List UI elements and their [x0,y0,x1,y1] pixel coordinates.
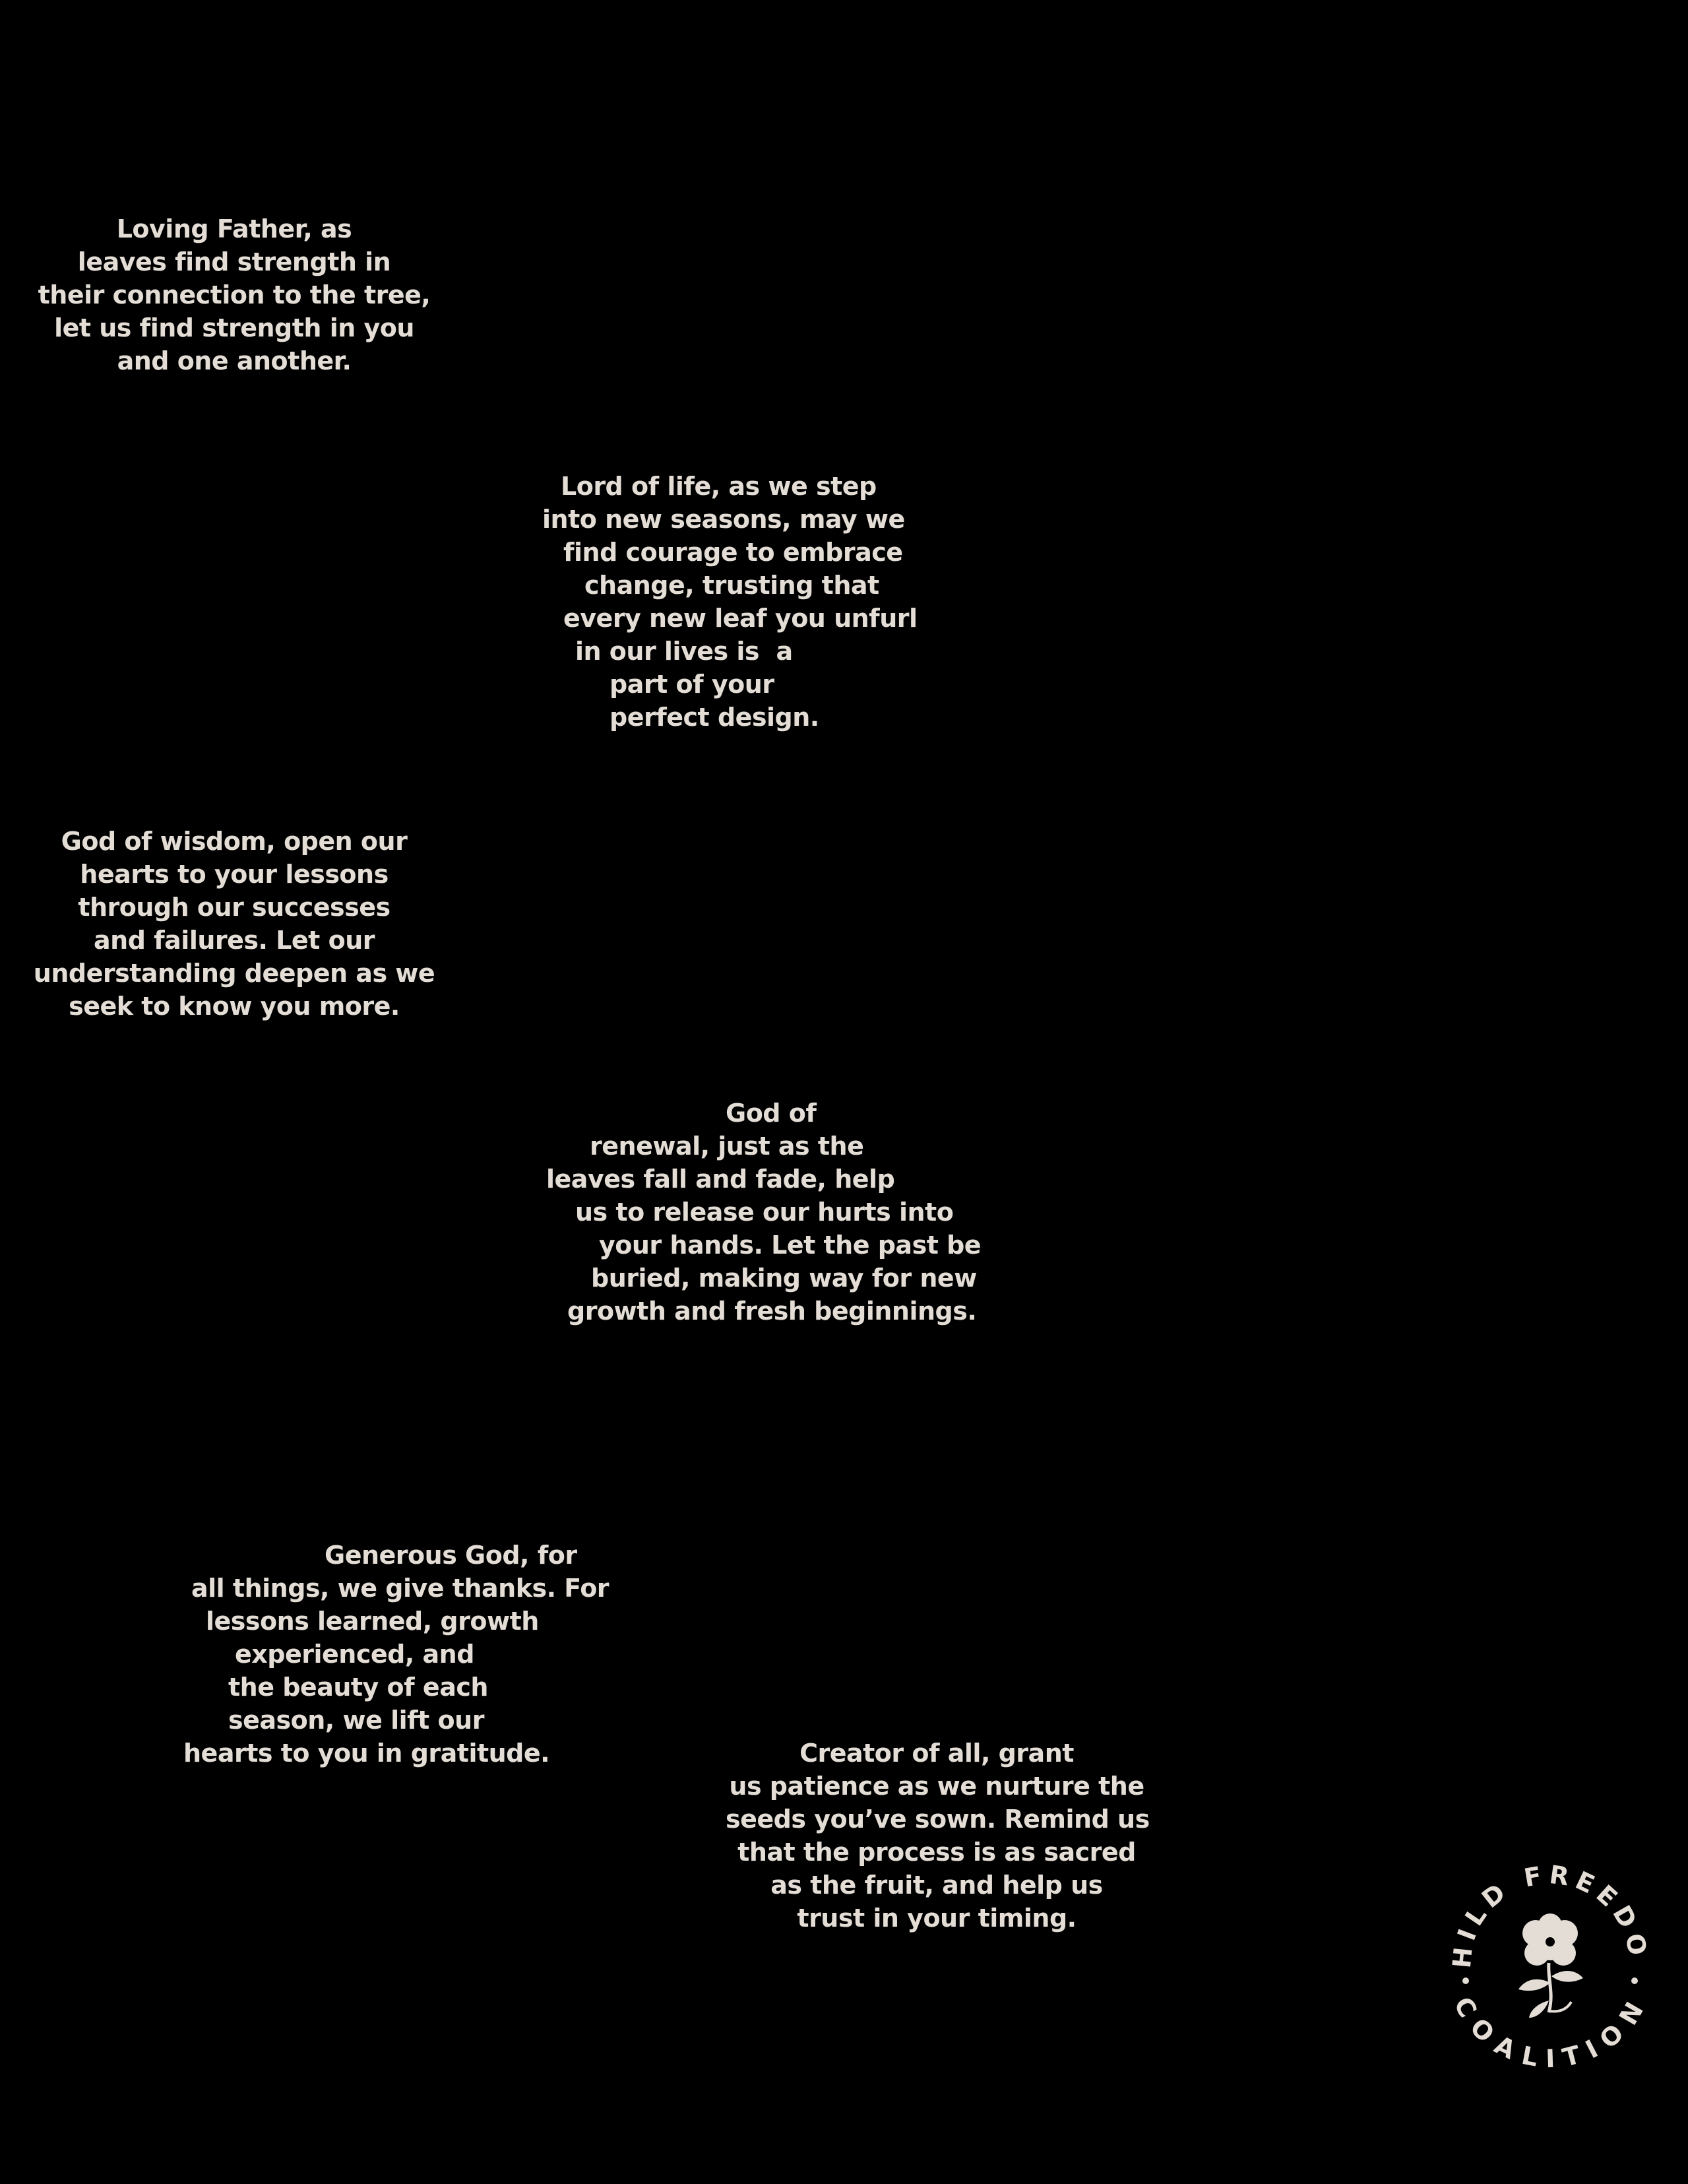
prayer-line: let us find strength in you [54,313,414,342]
prayer-line: God of wisdom, open our [61,827,408,856]
prayer-line: leaves fall and fade, help [546,1165,895,1194]
prayer-line: us patience as we nurture the [729,1772,1144,1801]
prayer-line: all things, we give thanks. For [191,1574,610,1603]
prayer-block-gratitude [178,1539,613,1770]
prayer-block-patience [726,1737,1148,1935]
prayer-line: in our lives is a [575,637,793,666]
prayer-line: buried, making way for new [591,1264,977,1293]
prayer-line: growth and fresh beginnings. [567,1297,977,1326]
prayer-line: Lord of life, as we step [561,472,877,501]
prayer-line: part of your [610,670,774,699]
prayer-line: that the process is as sacred [737,1838,1136,1867]
prayer-line: every new leaf you unfurl [563,604,918,633]
prayer-line: your hands. Let the past be [599,1231,982,1260]
prayer-line: as the fruit, and help us [770,1871,1103,1900]
prayer-line: leaves find strength in [77,247,391,276]
prayer-line: lessons learned, growth [206,1607,539,1636]
prayer-line: Creator of all, grant [799,1739,1074,1768]
logo-top-text: HILD FREEDO [1447,1859,1654,1970]
prayer-line: Generous God, for [325,1541,577,1570]
prayer-block-renewal [536,1097,997,1328]
prayer-line: understanding deepen as we [33,959,435,988]
prayer-line: perfect design. [610,703,819,732]
prayer-line: and failures. Let our [94,926,375,955]
prayer-block-wisdom [26,825,442,1023]
prayer-line: God of [726,1099,817,1128]
child-freedom-coalition-logo [1438,1847,1662,2072]
prayer-line: trust in your timing. [797,1904,1077,1933]
prayer-line: hearts to you in gratitude. [183,1739,550,1768]
prayer-line: seeds you’ve sown. Remind us [726,1805,1150,1834]
prayer-block-leaves-strength [26,212,442,377]
logo-dot-left [1462,1977,1469,1984]
prayer-line: through our successes [78,893,391,922]
prayer-line: and one another. [117,346,352,375]
logo-dot-right [1631,1977,1638,1984]
prayer-line: Loving Father, as [116,214,352,243]
prayer-line: the beauty of each [228,1673,488,1702]
prayer-line: into new seasons, may we [542,505,905,534]
prayer-line: experienced, and [235,1640,474,1669]
prayer-line: their connection to the tree, [38,280,431,309]
prayer-line: find courage to embrace [563,538,903,567]
logo-bottom-text: COALITION [1448,1992,1652,2072]
prayer-block-new-seasons [540,470,918,734]
prayer-line: us to release our hurts into [575,1198,954,1227]
prayer-line: renewal, just as the [590,1132,864,1161]
logo-badge [1438,1847,1662,2072]
prayer-line: change, trusting that [584,571,879,600]
prayer-line: season, we lift our [228,1706,484,1735]
prayer-line: hearts to your lessons [80,860,389,889]
flower-icon [1518,1913,1583,2018]
prayer-line: seek to know you more. [69,992,400,1021]
